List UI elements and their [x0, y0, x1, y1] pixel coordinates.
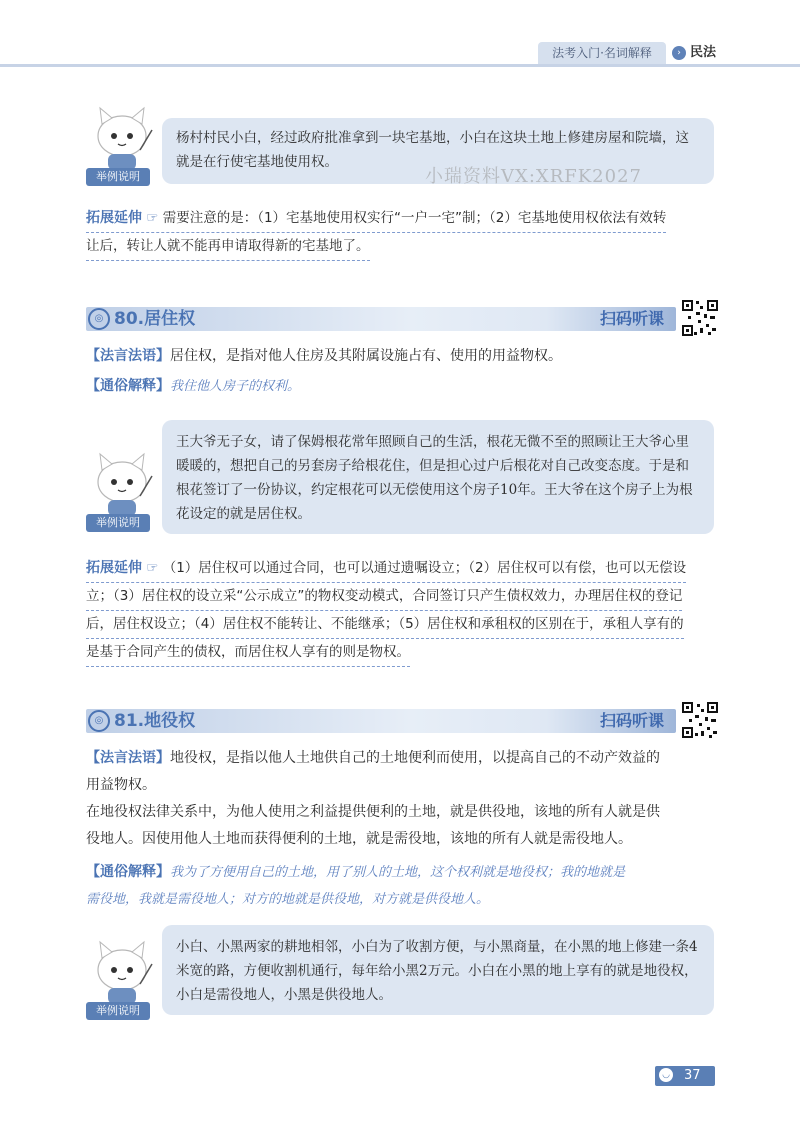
popular-text: 我住他人房子的权利。 [170, 379, 301, 394]
example-text: 王大爷无子女，请了保姆根花常年照顾自己的生活，根花无微不至的照顾让王大爷心里暖暖的，想把自己的另套房子给根花住，但是担心过户后根花对自己改变态度。于是和根花签订了一份协议，约定根花可以无偿使用这个房子10年。王大爷在这个房子上为根花设定的就是居住权。 [176, 434, 693, 522]
section-81-title: 81.地役权 [114, 711, 196, 731]
page-number: 37 [684, 1068, 701, 1083]
extension-text: 立；（3）居住权的设立采“公示成立”的物权变动模式，合同签订只产生债权效力，办理居住权的登记 [86, 588, 683, 604]
legal-text-cont: 用益物权。 [86, 777, 156, 793]
popular-text-cont: 需役地，我就是需役地人；对方的地就是供役地，对方就是供役地人。 [86, 892, 490, 907]
section-80-title: 80.居住权 [114, 309, 196, 329]
example-text: 杨村村民小白，经过政府批准拿到一块宅基地，小白在这块土地上修建房屋和院墙，这就是在行使宅基地使用权。 [176, 130, 689, 170]
section-80-popular [86, 373, 726, 400]
watermark-text: 小瑞资料VX:XRFK2027 [425, 166, 642, 187]
qr-code-icon[interactable] [680, 298, 720, 338]
legal-text: 地役权，是指以他人土地供自己的土地便利而使用，以提高自己的不动产效益的 [170, 750, 660, 766]
example-card [162, 925, 714, 1015]
extension-text: 后，居住权设立；（4）居住权不能转让、不能继承；（5）居住权和承租权的区别在于，承租人享有的 [86, 616, 684, 632]
scan-to-listen-label: 扫码听课 [600, 309, 665, 328]
popular-label: 【通俗解释】 [86, 864, 170, 880]
chevron-right-icon: › [672, 46, 686, 60]
popular-label: 【通俗解释】 [86, 378, 170, 394]
example-mascot [86, 446, 158, 532]
section-80-extension [86, 555, 726, 667]
extension-label: 拓展延伸 [86, 210, 142, 226]
legal-label: 【法言法语】 [86, 348, 170, 364]
pointing-hand-icon: ☞ [146, 560, 159, 576]
body-text-cont: 役地人。因使用他人土地而获得便利的土地，就是需役地，该地的所有人就是需役地人。 [86, 831, 632, 847]
example-mascot [86, 934, 158, 1020]
section-80-legal [86, 343, 726, 370]
example-badge: 举例说明 [86, 168, 150, 186]
scan-to-listen-label: 扫码听课 [600, 711, 665, 730]
extension-block [86, 205, 726, 261]
extension-text: （1）居住权可以通过合同，也可以通过遗嘱设立；（2）居住权可以有偿，也可以无偿设 [162, 560, 687, 576]
extension-text: 需要注意的是：（1）宅基地使用权实行“一户一宅”制；（2）宅基地使用权依法有效转 [162, 210, 667, 226]
pointing-hand-icon: ☞ [146, 210, 159, 226]
legal-label: 【法言法语】 [86, 750, 170, 766]
extension-text: 是基于合同产生的债权，而居住权人享有的则是物权。 [86, 644, 410, 660]
section-81-legal [86, 745, 726, 853]
section-81-icon: ◎ [88, 710, 110, 732]
extension-label: 拓展延伸 [86, 560, 142, 576]
example-badge: 举例说明 [86, 1002, 150, 1020]
example-card [162, 420, 714, 534]
legal-text: 居住权，是指对他人住房及其附属设施占有、使用的用益物权。 [170, 348, 562, 364]
extension-text-cont: 让后，转让人就不能再申请取得新的宅基地了。 [86, 238, 370, 254]
body-text: 在地役权法律关系中，为他人使用之利益提供便利的土地，就是供役地，该地的所有人就是供 [86, 804, 660, 820]
example-mascot [86, 100, 158, 186]
qr-code-icon[interactable] [680, 700, 720, 740]
book-title-tab: 法考入门·名词解释 [538, 42, 666, 64]
section-81-popular [86, 859, 726, 913]
example-text: 小白、小黑两家的耕地相邻，小白为了收割方便，与小黑商量，在小黑的地上修建一条4米宽的路，方便收割机通行，每年给小黑2万元。小白在小黑的地上享有的就是地役权，小白是需役地人，小黑是供役地人。 [176, 939, 698, 1003]
subject-label: 民法 [690, 45, 717, 60]
header-rule [0, 64, 800, 67]
section-80-icon: ◎ [88, 308, 110, 330]
example-badge: 举例说明 [86, 514, 150, 532]
smile-icon: ◡ [659, 1068, 673, 1082]
popular-text: 我为了方便用自己的土地，用了别人的土地，这个权利就是地役权；我的地就是 [170, 865, 626, 880]
